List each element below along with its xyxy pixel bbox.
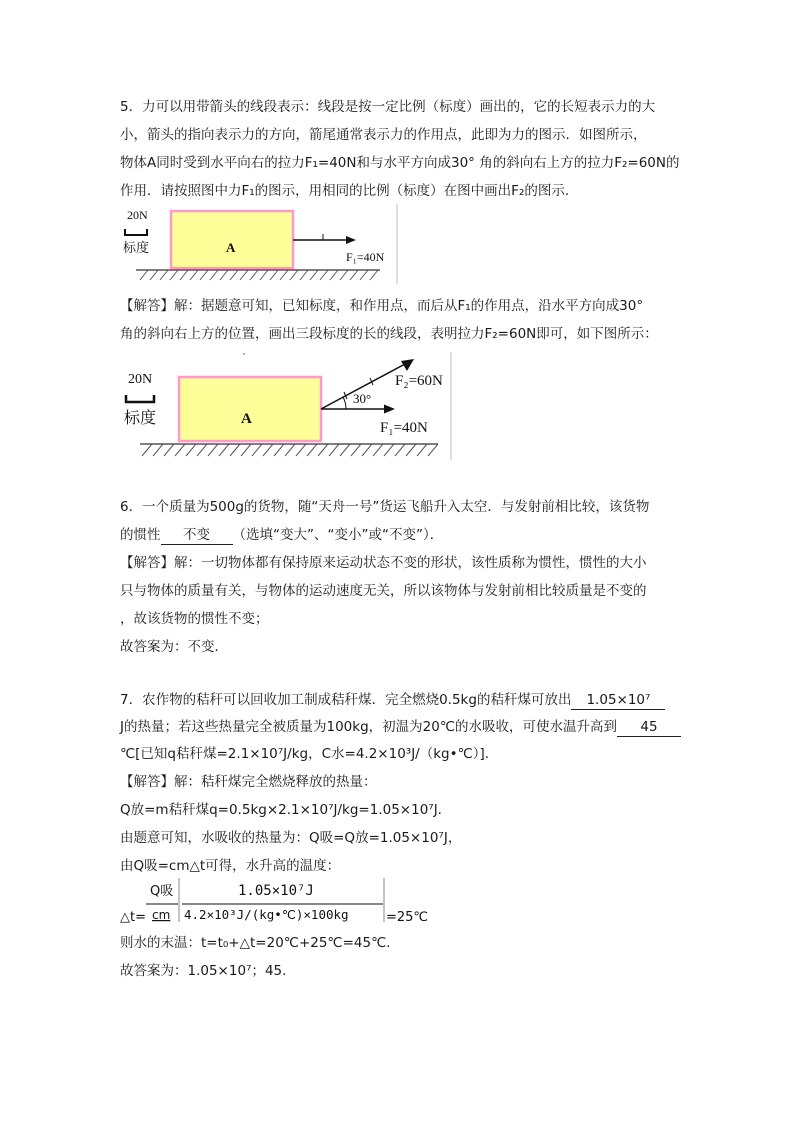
q7-answer-line-4: 由Q吸=cm△t可得，水升高的温度： (120, 858, 341, 874)
q6-text-prefix: 的惯性 (120, 527, 161, 543)
scale-value-label: 20N (128, 372, 153, 387)
q5-text-line-1: 5．力可以用带箭头的线段表示：线段是按一定比例（标度）画出的，它的长短表示力的大 (120, 99, 656, 115)
q7-text-line-3: ℃[已知q秸秆煤=2.1×10⁷J/kg，C水=4.2×10³J/（kg•℃）]． (120, 746, 499, 762)
q6-answer-line-1: 【解答】解：一切物体都有保持原来运动状态不变的形状，该性质称为惯性，惯性的大小 (120, 555, 647, 571)
scale-label: 标度 (124, 408, 157, 427)
q6-final-answer: 故答案为：不变． (120, 639, 228, 655)
q6-text-line-2 (120, 526, 443, 545)
q6-text-suffix: （选填“变大”、“变小”或“不变”）． (232, 527, 444, 543)
q7-answer-line-3: 由题意可知，水吸收的热量为：Q吸=Q放=1.05×10⁷J， (120, 830, 462, 846)
formula-numerator-right: 1.05×10⁷J (238, 883, 314, 899)
block-a-label: A (241, 411, 252, 427)
formula-lhs: △t= (120, 910, 146, 925)
q5-text-line-4: 作用．请按照图中力F₁的图示，用相同的比例（标度）在图中画出F₂的图示． (120, 183, 579, 199)
figure-1 (118, 204, 400, 284)
f1-arrowhead-icon (346, 236, 356, 244)
block-a (179, 377, 321, 441)
f1-arrowhead-icon (384, 405, 395, 414)
q7-text-prefix: 7．农作物的秸秆可以回收加工制成秸秆煤．完全燃烧0.5kg的秸秆煤可放出 (120, 692, 572, 708)
scale-label: 标度 (123, 241, 150, 256)
q5-text-line-2: 小，箭头的指向表示力的方向，箭尾通常表示力的作用点，此即为力的图示．如图所示， (120, 127, 647, 143)
q5-answer-line-2: 角的斜向右上方的位置，画出三段标度的长的线段，表明拉力F₂=60N即可，如下图所示： (120, 326, 658, 342)
angle-arc (343, 397, 346, 409)
q6-answer-line-3: ，故该货物的惯性不变； (120, 611, 269, 627)
f1-label: F₁=40N (346, 250, 385, 264)
q5-text-line-3: 物体A同时受到水平向右的拉力F₁=40N和与水平方向成30° 角的斜向右上方的拉力F₂=60N的 (120, 155, 680, 171)
q7-text-line-2 (120, 718, 681, 737)
q6-text-line-1: 6．一个质量为500g的货物，随“天舟一号”货运飞船升入太空．与发射前相比较，该货物 (120, 499, 650, 515)
angle-label: 30° (353, 391, 372, 406)
q7-text-line-1 (120, 691, 665, 710)
q6-answer-line-2: 只与物体的质量有关，与物体的运动速度无关，所以该物体与发射前相比较质量是不变的 (120, 583, 647, 599)
q7-text-prefix-2: J的热量；若这些热量完全被质量为100kg，初温为20℃的水吸收，可使水温升高到 (120, 719, 617, 735)
q7-final-answer: 故答案为：1.05×10⁷；45． (120, 963, 296, 979)
scale-bar (125, 229, 147, 235)
scale-value-label: 20N (127, 208, 148, 222)
f2-label: F₂=60N (395, 373, 443, 389)
formula-result: =25℃ (386, 910, 428, 925)
q7-answer-blank-2: 45 (617, 718, 681, 737)
formula-numerator-left: Q吸 (150, 884, 174, 899)
q7-answer-line-1: 【解答】解：秸秆煤完全燃烧释放的热量： (120, 774, 377, 790)
ground-hatch (142, 444, 438, 456)
f1-label: F₁=40N (380, 420, 428, 436)
temperature-formula (118, 876, 428, 926)
q7-answer-blank-1: 1.05×10⁷ (571, 691, 665, 710)
figure-2 (118, 350, 454, 462)
ground-hatch (140, 270, 378, 280)
formula-denominator-left: cm (152, 908, 171, 922)
q7-answer-line-2: Q放=m秸秆煤q=0.5kg×2.1×10⁷J/kg=1.05×10⁷J． (120, 802, 452, 818)
scale-bar (126, 395, 154, 402)
formula-denominator-right: 4.2×10³J/(kg•℃)×100kg (184, 907, 349, 922)
q7-answer-line-5: 则水的末温：t=t₀+△t=20℃+25℃=45℃． (120, 935, 400, 951)
q6-answer-blank: 不变 (161, 526, 233, 545)
q5-answer-line-1: 【解答】解：据题意可知，已知标度，和作用点，而后从F₁的作用点，沿水平方向成30° (120, 298, 644, 314)
block-a-label: A (226, 240, 236, 255)
